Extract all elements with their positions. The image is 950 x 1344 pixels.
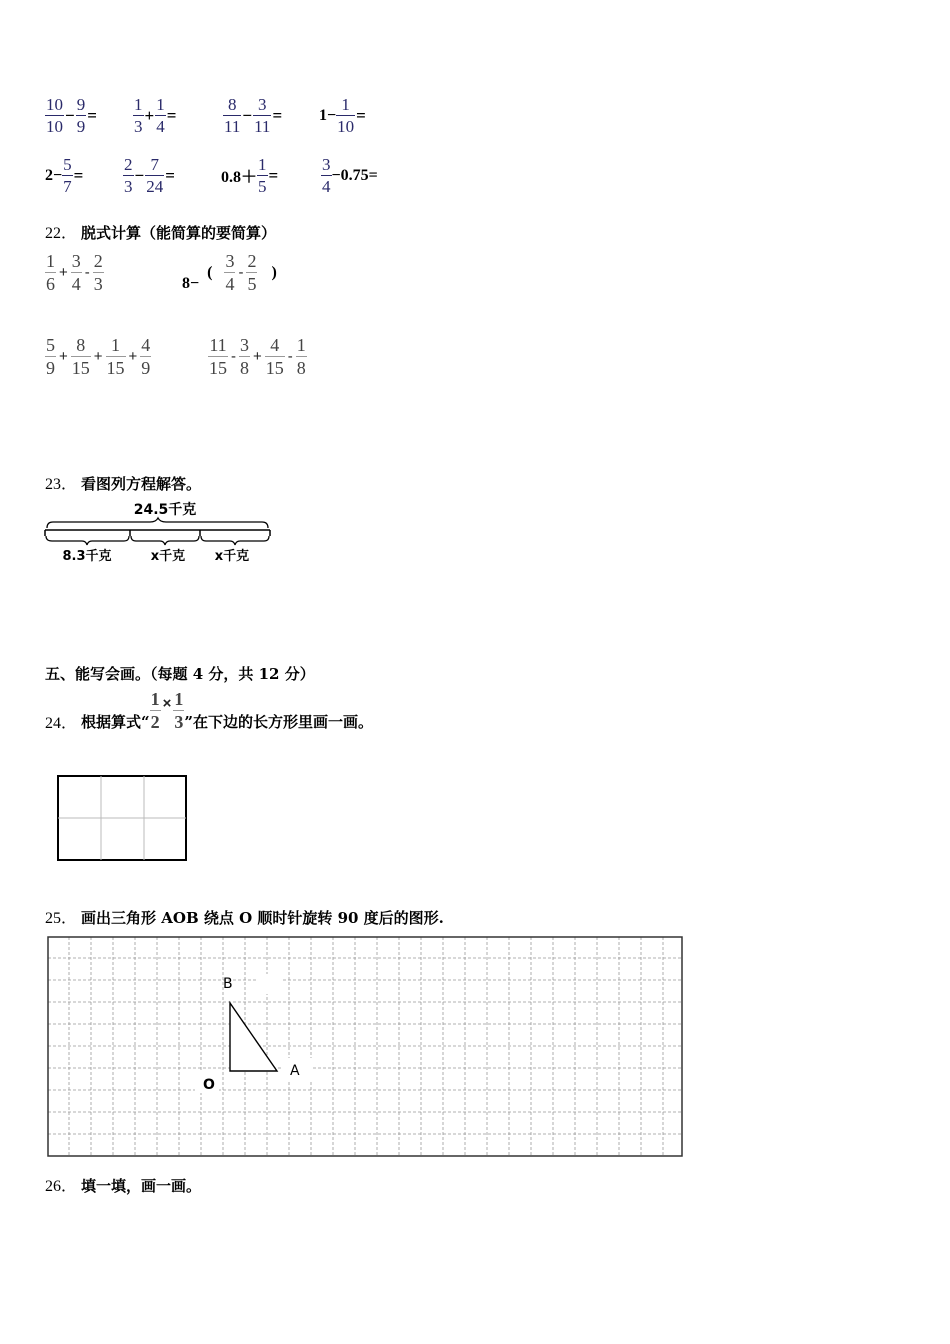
- calc-item: $\frac{1}{3}$ + $\frac{1}{4}$ =: [134, 95, 177, 136]
- segment-3-label: x千克: [214, 549, 250, 564]
- fraction: $\frac{8}{11}$: [224, 95, 241, 136]
- calc-item: $\frac{2}{3}$ − $\frac{7}{24}$ =: [124, 155, 175, 196]
- fraction: $\frac{9}{9}$: [76, 95, 86, 136]
- calc-item: $\frac{3}{4}$ −0.75=: [322, 155, 378, 196]
- calc-item: $\frac{8}{11}$ − $\frac{3}{11}$ =: [224, 95, 283, 136]
- calc-row-2: [45, 156, 378, 195]
- fraction: $\frac{1}{2}$: [150, 689, 160, 732]
- drawing-rectangle[interactable]: [56, 774, 190, 864]
- fraction: $\frac{3}{11}$: [254, 95, 271, 136]
- fraction: $\frac{1}{4}$: [156, 95, 165, 136]
- top-brace: [47, 518, 268, 528]
- segment-diagram: [40, 496, 280, 568]
- expression-4: $\frac{11}{15}$ - $\frac{3}{8}$ + $\frac{4}{15}$ - $\frac{1}{8}$: [209, 335, 306, 378]
- segment-1-label: 8.3千克: [62, 549, 112, 564]
- question-23-title: 23． 看图列方程解答。: [45, 475, 202, 493]
- total-weight-label: 24.5千克: [133, 502, 197, 518]
- question-25-title: 25． 画出三角形 AOB 绕点 O 顺时针旋转 90 度后的图形.: [45, 909, 444, 927]
- calc-item: $\frac{10}{10}$ − $\frac{9}{9}$ =: [46, 95, 97, 136]
- point-o-label: O: [203, 1077, 215, 1093]
- fraction: $\frac{1}{5}$: [258, 155, 267, 196]
- fraction: $\frac{1}{3}$: [174, 689, 184, 732]
- point-b-label: B: [223, 976, 233, 992]
- calc-item: 1− $\frac{1}{10}$ =: [319, 95, 366, 136]
- fraction: $\frac{1}{3}$: [134, 95, 143, 136]
- brace-1: [46, 536, 129, 545]
- question-24-title: 24． 根据算式“ $\frac{1}{2}$ × $\frac{1}{3}$ ”在下边的长方形里画一画。: [45, 689, 374, 732]
- section-5-title: 五、能写会画。（每题 4 分，共 12 分）: [45, 665, 315, 683]
- rotation-grid[interactable]: [47, 936, 685, 1160]
- segment-2-label: x千克: [150, 549, 186, 564]
- question-26-title: 26． 填一填，画一画。: [45, 1177, 202, 1195]
- grid-lines: [48, 937, 683, 1157]
- fraction: $\frac{7}{24}$: [146, 155, 164, 196]
- calc-row-1: [45, 96, 367, 135]
- fraction: $\frac{3}{4}$: [322, 155, 331, 196]
- expression-1: $\frac{1}{6}$ + $\frac{3}{4}$ - $\frac{2}{3}$: [46, 251, 103, 294]
- point-a-label: A: [290, 1063, 300, 1079]
- fraction: $\frac{2}{3}$: [124, 155, 133, 196]
- fraction: $\frac{5}{7}$: [63, 155, 72, 196]
- expression-3: $\frac{5}{9}$ + $\frac{8}{15}$ + $\frac{1}{15}$ + $\frac{4}{9}$: [46, 335, 151, 378]
- fraction: $\frac{10}{10}$: [46, 95, 63, 136]
- expression-2: 8− ( $\frac{3}{4}$ - $\frac{2}{5}$ ): [182, 251, 277, 294]
- triangle-aob: [230, 1003, 277, 1071]
- grid-border: [48, 937, 682, 1156]
- calc-item: 2− $\frac{5}{7}$ =: [45, 155, 84, 196]
- brace-2: [131, 536, 199, 545]
- question-22-title: 22． 脱式计算（能简算的要简算）: [45, 224, 277, 242]
- fraction: $\frac{1}{10}$: [337, 95, 355, 136]
- calc-item: 0.8＋ $\frac{1}{5}$ =: [221, 155, 279, 196]
- brace-3: [201, 536, 269, 545]
